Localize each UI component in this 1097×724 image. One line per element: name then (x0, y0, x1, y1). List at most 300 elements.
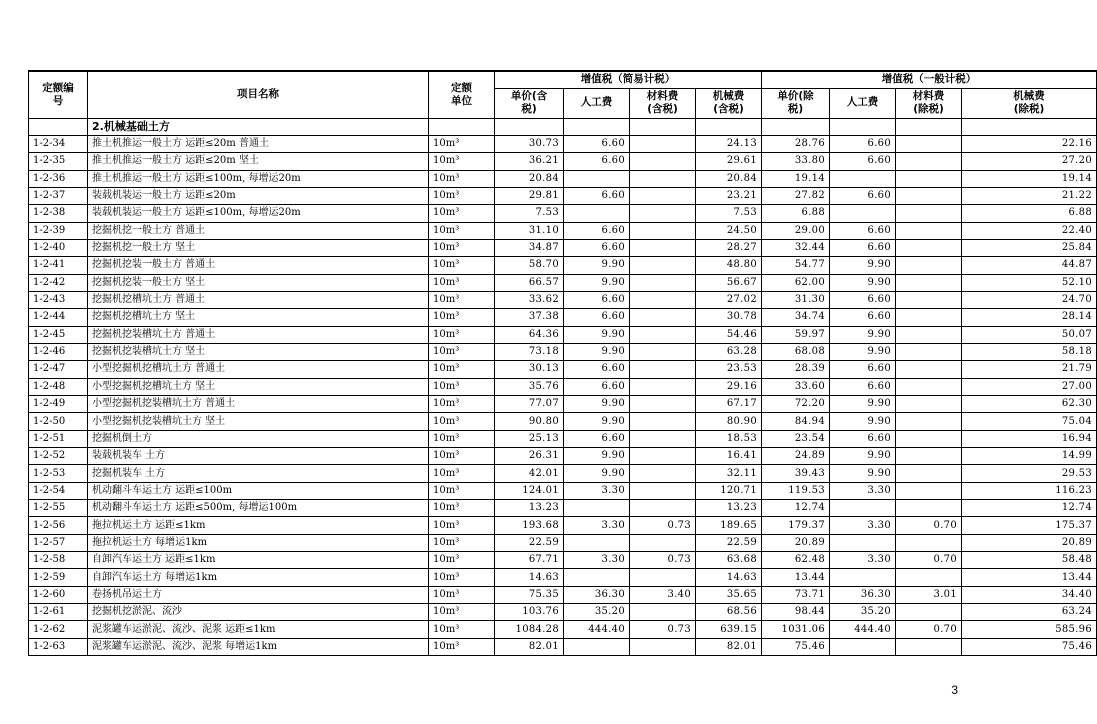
row-code: 1-2-58 (29, 552, 88, 569)
table-row (29, 517, 1097, 534)
row-general-material: 3.01 (896, 586, 962, 603)
row-general-material (896, 257, 962, 274)
row-general-labor: 9.90 (830, 413, 896, 430)
row-simple-labor: 6.60 (564, 291, 630, 308)
header-general-labor: 人工费 (830, 88, 896, 118)
section-empty-cell (630, 118, 696, 135)
table-row (29, 378, 1097, 395)
row-simple-machine: 22.59 (696, 534, 762, 551)
row-name: 挖掘机挖槽坑土方 普通土 (88, 291, 429, 308)
row-simple-machine: 189.65 (696, 517, 762, 534)
table-row (29, 135, 1097, 152)
row-simple-labor: 9.90 (564, 274, 630, 291)
row-general-machine: 44.87 (962, 257, 1097, 274)
row-code: 1-2-47 (29, 361, 88, 378)
page-number: 3 (951, 683, 958, 697)
row-simple-labor: 6.60 (564, 239, 630, 256)
row-unit: 10m³ (429, 500, 495, 517)
row-unit: 10m³ (429, 413, 495, 430)
row-general-price: 32.44 (762, 239, 830, 256)
row-general-material (896, 569, 962, 586)
row-general-price: 33.60 (762, 378, 830, 395)
row-general-machine: 13.44 (962, 569, 1097, 586)
row-unit: 10m³ (429, 222, 495, 239)
row-general-price: 73.71 (762, 586, 830, 603)
row-general-price: 27.82 (762, 187, 830, 204)
row-unit: 10m³ (429, 309, 495, 326)
row-general-material: 0.70 (896, 517, 962, 534)
row-unit: 10m³ (429, 378, 495, 395)
row-general-machine: 58.18 (962, 343, 1097, 360)
section-empty-cell (564, 118, 630, 135)
row-unit: 10m³ (429, 153, 495, 170)
row-name: 卷扬机吊运土方 (88, 586, 429, 603)
table-row (29, 586, 1097, 603)
row-simple-labor: 6.60 (564, 187, 630, 204)
row-code: 1-2-35 (29, 153, 88, 170)
row-general-labor: 6.60 (830, 430, 896, 447)
section-empty-cell (762, 118, 830, 135)
row-general-machine: 27.20 (962, 153, 1097, 170)
table-row (29, 604, 1097, 621)
row-simple-price: 30.73 (495, 135, 564, 152)
row-simple-price: 75.35 (495, 586, 564, 603)
row-simple-machine: 639.15 (696, 621, 762, 638)
row-general-machine: 75.04 (962, 413, 1097, 430)
row-general-machine: 63.24 (962, 604, 1097, 621)
row-code: 1-2-52 (29, 448, 88, 465)
section-empty-cell (429, 118, 495, 135)
row-simple-material: 3.40 (630, 586, 696, 603)
row-general-material (896, 291, 962, 308)
row-simple-price: 22.59 (495, 534, 564, 551)
row-name: 机动翻斗车运土方 运距≤100m (88, 482, 429, 499)
row-general-machine: 27.00 (962, 378, 1097, 395)
row-simple-machine: 23.21 (696, 187, 762, 204)
section-empty-cell (495, 118, 564, 135)
row-simple-price: 1084.28 (495, 621, 564, 638)
row-simple-material: 0.73 (630, 552, 696, 569)
row-code: 1-2-43 (29, 291, 88, 308)
row-simple-machine: 29.61 (696, 153, 762, 170)
row-simple-price: 29.81 (495, 187, 564, 204)
row-general-machine: 585.96 (962, 621, 1097, 638)
row-simple-machine: 54.46 (696, 326, 762, 343)
row-code: 1-2-62 (29, 621, 88, 638)
row-general-labor (830, 569, 896, 586)
table-row (29, 465, 1097, 482)
row-simple-machine: 14.63 (696, 569, 762, 586)
row-name: 推土机推运一般土方 运距≤20m 普通土 (88, 135, 429, 152)
row-general-material (896, 534, 962, 551)
row-simple-material (630, 274, 696, 291)
row-general-material (896, 274, 962, 291)
row-general-labor: 9.90 (830, 274, 896, 291)
row-simple-price: 14.63 (495, 569, 564, 586)
row-code: 1-2-42 (29, 274, 88, 291)
row-general-price: 23.54 (762, 430, 830, 447)
table-body (29, 118, 1097, 656)
row-unit: 10m³ (429, 430, 495, 447)
row-general-material: 0.70 (896, 621, 962, 638)
row-simple-price: 42.01 (495, 465, 564, 482)
row-code: 1-2-41 (29, 257, 88, 274)
table-row (29, 569, 1097, 586)
row-general-labor: 6.60 (830, 222, 896, 239)
header-simple-labor: 人工费 (564, 88, 630, 118)
header-group-general: 增值税（一般计税） (762, 71, 1097, 88)
row-name: 挖掘机挖装一般土方 普通土 (88, 257, 429, 274)
row-general-material: 0.70 (896, 552, 962, 569)
row-simple-machine: 32.11 (696, 465, 762, 482)
row-simple-labor: 3.30 (564, 517, 630, 534)
row-simple-price: 124.01 (495, 482, 564, 499)
quota-table (28, 70, 1097, 656)
row-code: 1-2-44 (29, 309, 88, 326)
row-simple-labor (564, 569, 630, 586)
row-simple-material (630, 361, 696, 378)
row-unit: 10m³ (429, 291, 495, 308)
row-general-price: 62.48 (762, 552, 830, 569)
row-simple-material (630, 569, 696, 586)
row-simple-material: 0.73 (630, 517, 696, 534)
row-name: 小型挖掘机挖装槽坑土方 普通土 (88, 396, 429, 413)
row-unit: 10m³ (429, 361, 495, 378)
row-code: 1-2-55 (29, 500, 88, 517)
row-general-price: 31.30 (762, 291, 830, 308)
row-general-material (896, 413, 962, 430)
row-simple-machine: 35.65 (696, 586, 762, 603)
row-simple-price: 73.18 (495, 343, 564, 360)
row-simple-price: 37.38 (495, 309, 564, 326)
row-general-machine: 28.14 (962, 309, 1097, 326)
row-unit: 10m³ (429, 396, 495, 413)
row-name: 挖掘机挖装槽坑土方 普通土 (88, 326, 429, 343)
row-simple-material (630, 482, 696, 499)
section-empty-cell (830, 118, 896, 135)
row-simple-material (630, 205, 696, 222)
row-simple-price: 90.80 (495, 413, 564, 430)
row-unit: 10m³ (429, 135, 495, 152)
row-simple-machine: 29.16 (696, 378, 762, 395)
row-general-labor: 6.60 (830, 378, 896, 395)
row-general-labor (830, 205, 896, 222)
row-simple-material (630, 343, 696, 360)
row-general-labor: 9.90 (830, 343, 896, 360)
row-simple-labor: 3.30 (564, 482, 630, 499)
row-general-machine: 25.84 (962, 239, 1097, 256)
row-unit: 10m³ (429, 170, 495, 187)
header-general-price: 单价(除税) (762, 88, 830, 118)
row-general-material (896, 343, 962, 360)
row-simple-price: 7.53 (495, 205, 564, 222)
row-general-material (896, 187, 962, 204)
row-simple-material (630, 222, 696, 239)
row-name: 自卸汽车运土方 每增运1km (88, 569, 429, 586)
row-general-labor: 6.60 (830, 361, 896, 378)
row-simple-price: 66.57 (495, 274, 564, 291)
row-simple-material (630, 413, 696, 430)
row-unit: 10m³ (429, 326, 495, 343)
row-general-machine: 62.30 (962, 396, 1097, 413)
row-general-machine: 6.88 (962, 205, 1097, 222)
row-simple-material (630, 534, 696, 551)
row-simple-labor: 9.90 (564, 465, 630, 482)
row-name: 泥浆罐车运淤泥、流沙、泥浆 运距≤1km (88, 621, 429, 638)
row-general-price: 33.80 (762, 153, 830, 170)
header-general-machine: 机械费(除税) (962, 88, 1097, 118)
row-name: 装载机装运一般土方 运距≤100m, 每增运20m (88, 205, 429, 222)
row-general-price: 98.44 (762, 604, 830, 621)
row-unit: 10m³ (429, 569, 495, 586)
row-simple-material (630, 448, 696, 465)
row-general-material (896, 638, 962, 655)
row-simple-machine: 7.53 (696, 205, 762, 222)
header-name: 项目名称 (88, 71, 429, 118)
row-general-price: 20.89 (762, 534, 830, 551)
row-simple-price: 193.68 (495, 517, 564, 534)
row-simple-labor (564, 170, 630, 187)
row-simple-material (630, 257, 696, 274)
row-general-material (896, 396, 962, 413)
row-simple-machine: 24.13 (696, 135, 762, 152)
row-simple-price: 33.62 (495, 291, 564, 308)
header-simple-material: 材料费(含税) (630, 88, 696, 118)
row-general-labor: 36.30 (830, 586, 896, 603)
row-simple-machine: 18.53 (696, 430, 762, 447)
row-code: 1-2-36 (29, 170, 88, 187)
row-simple-price: 103.76 (495, 604, 564, 621)
table-row (29, 170, 1097, 187)
table-row (29, 534, 1097, 551)
row-code: 1-2-49 (29, 396, 88, 413)
row-unit: 10m³ (429, 274, 495, 291)
table-row (29, 500, 1097, 517)
row-simple-material (630, 170, 696, 187)
header-general-material: 材料费(除税) (896, 88, 962, 118)
row-general-material (896, 482, 962, 499)
row-general-labor: 9.90 (830, 326, 896, 343)
row-simple-material (630, 291, 696, 308)
header-group-simple: 增值税（简易计税） (495, 71, 762, 88)
row-general-labor: 6.60 (830, 239, 896, 256)
row-simple-price: 30.13 (495, 361, 564, 378)
row-general-price: 75.46 (762, 638, 830, 655)
row-general-machine: 175.37 (962, 517, 1097, 534)
row-general-labor: 6.60 (830, 291, 896, 308)
row-name: 小型挖掘机挖槽坑土方 坚土 (88, 378, 429, 395)
row-simple-labor (564, 534, 630, 551)
row-code: 1-2-56 (29, 517, 88, 534)
row-simple-price: 20.84 (495, 170, 564, 187)
table-row (29, 222, 1097, 239)
row-simple-labor (564, 205, 630, 222)
row-unit: 10m³ (429, 552, 495, 569)
row-simple-machine: 30.78 (696, 309, 762, 326)
row-simple-labor: 9.90 (564, 343, 630, 360)
row-code: 1-2-54 (29, 482, 88, 499)
row-simple-labor: 9.90 (564, 326, 630, 343)
table-row (29, 396, 1097, 413)
row-general-material (896, 205, 962, 222)
row-name: 挖掘机挖装一般土方 坚土 (88, 274, 429, 291)
row-general-labor (830, 500, 896, 517)
row-general-labor: 6.60 (830, 135, 896, 152)
row-general-material (896, 309, 962, 326)
row-general-price: 1031.06 (762, 621, 830, 638)
row-code: 1-2-46 (29, 343, 88, 360)
row-simple-machine: 23.53 (696, 361, 762, 378)
row-simple-price: 77.07 (495, 396, 564, 413)
row-general-machine: 20.89 (962, 534, 1097, 551)
row-general-machine: 75.46 (962, 638, 1097, 655)
row-name: 机动翻斗车运土方 运距≤500m, 每增运100m (88, 500, 429, 517)
table-row (29, 326, 1097, 343)
row-general-price: 62.00 (762, 274, 830, 291)
row-general-labor: 6.60 (830, 187, 896, 204)
row-general-labor: 3.30 (830, 552, 896, 569)
header-code: 定额编号 (29, 71, 88, 118)
table-row (29, 187, 1097, 204)
row-simple-price: 82.01 (495, 638, 564, 655)
row-general-machine: 116.23 (962, 482, 1097, 499)
row-simple-material (630, 378, 696, 395)
row-name: 挖掘机挖一般土方 普通土 (88, 222, 429, 239)
row-general-labor: 9.90 (830, 448, 896, 465)
row-simple-material (630, 500, 696, 517)
row-simple-labor: 9.90 (564, 396, 630, 413)
row-general-price: 72.20 (762, 396, 830, 413)
row-simple-labor: 6.60 (564, 153, 630, 170)
row-unit: 10m³ (429, 638, 495, 655)
table-row (29, 291, 1097, 308)
table-row (29, 430, 1097, 447)
row-simple-labor: 6.60 (564, 430, 630, 447)
table-row (29, 638, 1097, 655)
row-general-material (896, 153, 962, 170)
row-simple-labor: 3.30 (564, 552, 630, 569)
table-row (29, 309, 1097, 326)
row-name: 装载机装车 土方 (88, 448, 429, 465)
row-code: 1-2-48 (29, 378, 88, 395)
row-general-material (896, 239, 962, 256)
row-simple-machine: 67.17 (696, 396, 762, 413)
row-code: 1-2-61 (29, 604, 88, 621)
row-simple-machine: 28.27 (696, 239, 762, 256)
row-general-price: 13.44 (762, 569, 830, 586)
row-simple-machine: 80.90 (696, 413, 762, 430)
row-simple-price: 67.71 (495, 552, 564, 569)
row-name: 自卸汽车运土方 运距≤1km (88, 552, 429, 569)
row-general-price: 12.74 (762, 500, 830, 517)
row-simple-material (630, 135, 696, 152)
table-row (29, 257, 1097, 274)
row-simple-material (630, 153, 696, 170)
row-simple-machine: 56.67 (696, 274, 762, 291)
row-general-machine: 21.79 (962, 361, 1097, 378)
row-general-labor: 3.30 (830, 482, 896, 499)
row-general-labor: 444.40 (830, 621, 896, 638)
row-simple-material (630, 309, 696, 326)
row-simple-price: 36.21 (495, 153, 564, 170)
row-unit: 10m³ (429, 586, 495, 603)
row-simple-price: 35.76 (495, 378, 564, 395)
row-general-labor (830, 638, 896, 655)
row-general-price: 34.74 (762, 309, 830, 326)
row-unit: 10m³ (429, 482, 495, 499)
row-general-price: 84.94 (762, 413, 830, 430)
row-code: 1-2-50 (29, 413, 88, 430)
row-general-labor: 6.60 (830, 309, 896, 326)
row-name: 推土机推运一般土方 运距≤20m 坚土 (88, 153, 429, 170)
row-simple-price: 31.10 (495, 222, 564, 239)
row-general-labor: 3.30 (830, 517, 896, 534)
row-code: 1-2-51 (29, 430, 88, 447)
row-general-machine: 58.48 (962, 552, 1097, 569)
row-general-price: 28.76 (762, 135, 830, 152)
row-unit: 10m³ (429, 465, 495, 482)
row-unit: 10m³ (429, 604, 495, 621)
row-general-material (896, 465, 962, 482)
row-general-price: 19.14 (762, 170, 830, 187)
row-general-labor: 9.90 (830, 465, 896, 482)
row-name: 挖掘机挖淤泥、流沙 (88, 604, 429, 621)
section-empty-cell (696, 118, 762, 135)
row-name: 推土机推运一般土方 运距≤100m, 每增运20m (88, 170, 429, 187)
row-name: 挖掘机挖一般土方 坚土 (88, 239, 429, 256)
table-row (29, 361, 1097, 378)
row-general-machine: 24.70 (962, 291, 1097, 308)
row-general-machine: 16.94 (962, 430, 1097, 447)
row-general-labor: 35.20 (830, 604, 896, 621)
row-simple-labor: 6.60 (564, 378, 630, 395)
row-general-machine: 29.53 (962, 465, 1097, 482)
row-general-material (896, 604, 962, 621)
row-general-machine: 22.40 (962, 222, 1097, 239)
row-general-price: 59.97 (762, 326, 830, 343)
row-unit: 10m³ (429, 448, 495, 465)
row-simple-labor: 36.30 (564, 586, 630, 603)
row-general-labor: 9.90 (830, 396, 896, 413)
row-simple-machine: 16.41 (696, 448, 762, 465)
row-name: 泥浆罐车运淤泥、流沙、泥浆 每增运1km (88, 638, 429, 655)
row-simple-labor: 6.60 (564, 361, 630, 378)
row-simple-material (630, 604, 696, 621)
row-unit: 10m³ (429, 343, 495, 360)
row-simple-labor: 6.60 (564, 309, 630, 326)
row-simple-machine: 63.28 (696, 343, 762, 360)
row-name: 挖掘机装车 土方 (88, 465, 429, 482)
row-general-material (896, 448, 962, 465)
row-simple-price: 64.36 (495, 326, 564, 343)
row-simple-machine: 63.68 (696, 552, 762, 569)
row-name: 装载机装运一般土方 运距≤20m (88, 187, 429, 204)
row-unit: 10m³ (429, 534, 495, 551)
row-general-labor: 6.60 (830, 153, 896, 170)
row-general-price: 68.08 (762, 343, 830, 360)
row-simple-labor: 444.40 (564, 621, 630, 638)
row-general-price: 119.53 (762, 482, 830, 499)
row-code: 1-2-38 (29, 205, 88, 222)
row-simple-machine: 24.50 (696, 222, 762, 239)
row-general-labor: 9.90 (830, 257, 896, 274)
row-simple-price: 26.31 (495, 448, 564, 465)
row-general-material (896, 430, 962, 447)
row-simple-labor: 35.20 (564, 604, 630, 621)
row-name: 小型挖掘机挖槽坑土方 普通土 (88, 361, 429, 378)
row-simple-labor: 9.90 (564, 257, 630, 274)
row-code: 1-2-40 (29, 239, 88, 256)
